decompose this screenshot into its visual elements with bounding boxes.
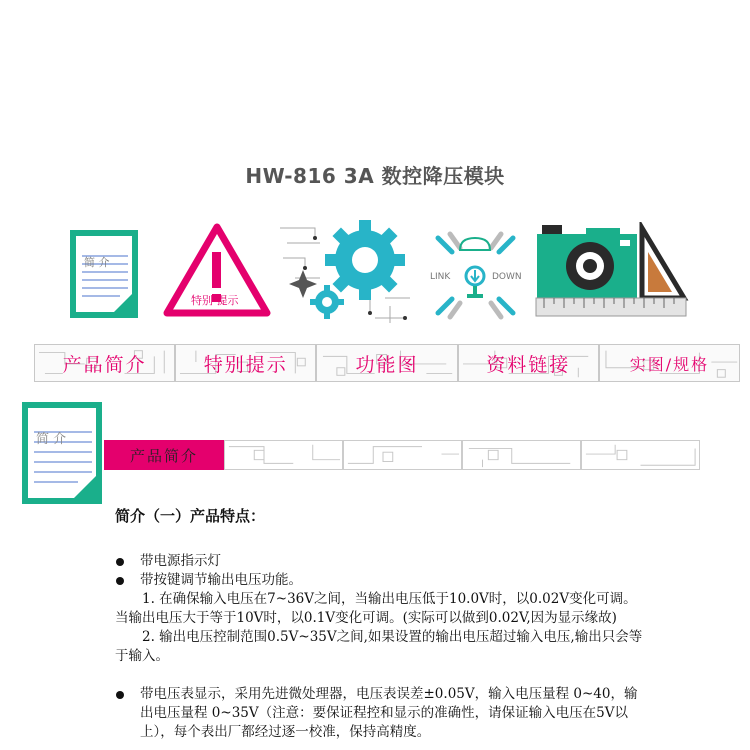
document-icon xyxy=(70,230,140,320)
tab-label: 实图/规格 xyxy=(629,354,710,374)
content-body xyxy=(115,552,645,742)
section-document-icon xyxy=(22,402,104,506)
tab-label: 资料链接 xyxy=(486,353,571,376)
tab-special-notice[interactable] xyxy=(175,344,316,382)
tab-photos-specs[interactable] xyxy=(599,344,740,382)
tab-label: 功能图 xyxy=(355,353,419,376)
tab-resource-links[interactable] xyxy=(458,344,599,382)
warning-icon-label: 特别 提示 xyxy=(191,294,239,307)
circuit-pattern xyxy=(581,440,700,470)
camera-icon xyxy=(534,222,692,325)
paragraph: 2. 输出电压控制范围0.5V~35V之间,如果设置的输出电压超过输入电压,输出只会等于输入。 xyxy=(115,629,643,664)
tab-function-diagram[interactable] xyxy=(316,344,457,382)
link-icon xyxy=(428,228,523,323)
tab-label: 产品简介 xyxy=(62,353,147,376)
paragraph: 1. 在确保输入电压在7~36V之间，当输出电压低于10.0V时，以0.02V变化可调。当输出电压大于等于10V时，以0.1V变化可调。(实际可以做到0.02V,因为显示缘故) xyxy=(115,591,637,626)
list-item: 带电压表显示，采用先进微处理器，电压表误差±0.05V，输入电压量程 0~40，输出电压量程 0~35V（注意：要保证程控和显示的准确性，请保证输入电压在5V以上），每个表出厂都经过逐一校准，保持高精度。 xyxy=(115,685,645,742)
warning-icon xyxy=(163,222,271,318)
gear-icon xyxy=(275,218,415,326)
tab-product-intro[interactable] xyxy=(34,344,175,382)
document-icon-label: 简 介 xyxy=(84,256,110,269)
list-item: 带电源指示灯 xyxy=(115,552,645,571)
nav-bar xyxy=(34,344,740,382)
section-label: 产品简介 xyxy=(104,440,224,470)
tab-label: 特别提示 xyxy=(203,353,288,376)
circuit-pattern xyxy=(462,440,581,470)
link-icon-label-left: LINK xyxy=(430,272,451,282)
circuit-pattern xyxy=(224,440,343,470)
section-heading: 简介（一）产品特点： xyxy=(115,507,266,525)
page-title: HW-816 3A 数控降压模块 xyxy=(245,164,505,188)
list-item: 带按键调节输出电压功能。 xyxy=(115,571,645,590)
section-icon-label: 简 介 xyxy=(36,432,67,447)
link-icon-label-right: DOWN xyxy=(492,272,522,282)
section-header-bar xyxy=(104,440,700,470)
circuit-pattern xyxy=(343,440,462,470)
